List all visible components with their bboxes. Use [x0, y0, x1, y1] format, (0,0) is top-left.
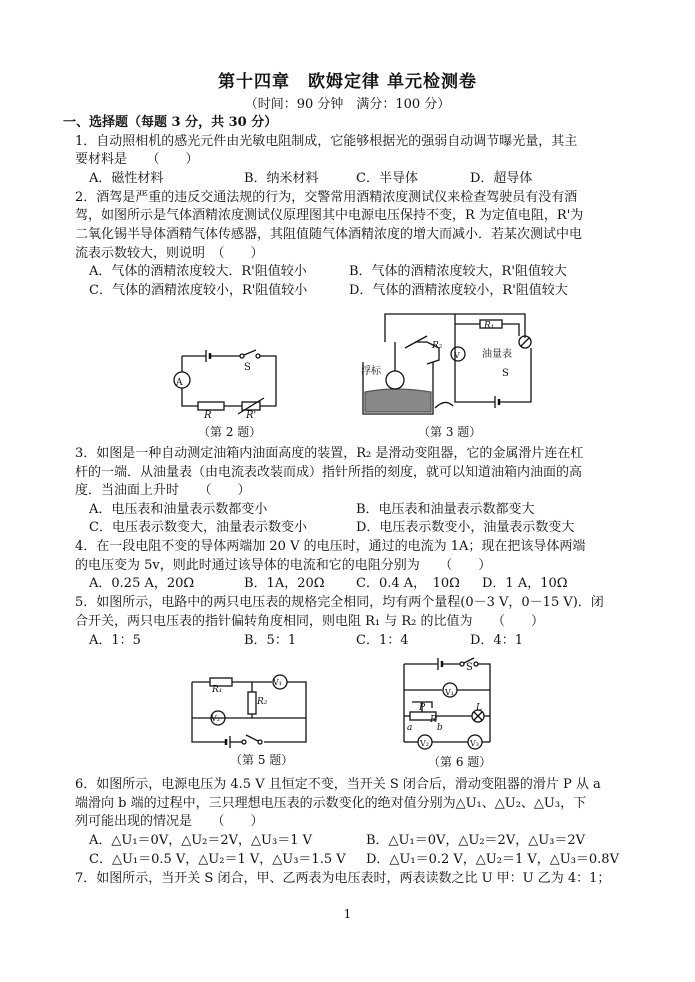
q6-option-c: C．△U₁＝0.5 V，△U₂＝1 V，△U₃＝1.5 V	[89, 852, 346, 867]
fig3-float-label: 浮标	[361, 366, 381, 377]
q4-option-b: B．1A，20Ω	[244, 576, 325, 591]
q5-option-c: C．1：4	[356, 633, 409, 648]
q6-line-3: 列可能出现的情况是 （ ）	[75, 814, 264, 829]
q1-line-2: 要材料是 （ ）	[75, 152, 199, 167]
q5-line-2: 合开关，两只电压表的指针偏转角度相同，则电阻 R₁ 与 R₂ 的比值为 （ ）	[75, 614, 545, 629]
q5-option-d: D．4：1	[470, 633, 523, 648]
q4-line-1: 4．在一段电阻不变的导体两端加 20 V 的电压时，通过的电流为 1A；现在把该导体两端	[75, 539, 586, 554]
q3-option-b: B．电压表和油量表示数都变大	[356, 502, 535, 517]
fig2-rheostat-label: R'	[246, 410, 257, 421]
fig5-r1-label: R₁	[212, 685, 223, 695]
fig6-caption: （第 6 题）	[428, 755, 492, 769]
q3-line-1: 3．如图是一种自动测定油箱内油面高度的装置，R₂ 是滑动变阻器，它的金属滑片连在杠	[75, 446, 584, 461]
q6-line-2: 端滑向 b 端的过程中，三只理想电压表的示数变化的绝对值分别为△U₁、△U₂、△U₃，下	[75, 796, 587, 811]
q1-option-b: B．纳米材料	[244, 171, 319, 186]
q3-line-2: 杆的一端．从油量表（由电流表改装而成）指针所指的刻度，就可以知道油箱内油面的高	[75, 465, 583, 480]
q5-option-b: B．5：1	[244, 633, 297, 648]
q2-line-1: 2．酒驾是严重的违反交通法规的行为，交警常用酒精浓度测试仪来检查驾驶员有没有酒	[75, 190, 578, 205]
fig3-r2-label: R₂	[432, 341, 443, 351]
fig3-r1-label: R₁	[484, 321, 495, 331]
fig6-a-label: a	[407, 723, 413, 733]
page-number: 1	[343, 907, 352, 921]
fig3-caption: （第 3 题）	[418, 425, 482, 439]
page-subtitle: （时间：90 分钟 满分：100 分）	[244, 97, 451, 112]
q1-option-c: C．半导体	[356, 171, 418, 186]
fig5-v2-label: V₂	[211, 714, 220, 723]
q2-line-3: 二氧化锡半导体酒精气体传感器，其阻值随气体酒精浓度的增大而减小．若某次测试中电	[75, 227, 583, 242]
fig3-voltmeter-label: V	[454, 351, 460, 360]
q4-option-d: D．1 A，10Ω	[482, 576, 568, 591]
q2-option-b: B．气体的酒精浓度较大，R'阻值较大	[349, 264, 567, 279]
fig6-v1-label: V₁	[445, 688, 454, 697]
q3-option-a: A．电压表和油量表示数都变小	[89, 502, 268, 517]
q4-option-c: C．0.4 A， 10Ω	[356, 576, 460, 591]
fig6-p-label: P	[419, 703, 426, 713]
q2-line-4: 流表示数较大，则说明 （ ）	[75, 246, 264, 261]
q3-option-c: C．电压表示数变大，油量表示数变小	[89, 520, 307, 535]
q6-line-1: 6．如图所示，电源电压为 4.5 V 且恒定不变，当开关 S 闭合后，滑动变阻器的滑片 P 从 a	[75, 777, 601, 792]
q3-line-3: 度．当油面上升时 （ ）	[75, 483, 251, 498]
page-title: 第十四章 欧姆定律 单元检测卷	[218, 72, 477, 92]
q2-line-2: 驾，如图所示是气体酒精浓度测试仪原理图其中电源电压保持不变，R 为定值电阻，R'为	[75, 208, 584, 223]
fig6-v3-label: V₃	[470, 739, 479, 748]
q4-option-a: A．0.25 A，20Ω	[89, 576, 195, 591]
figure-2-circuit	[168, 346, 278, 416]
fig3-meter-label: 油量表	[482, 349, 512, 360]
q1-line-1: 1．自动照相机的感光元件由光敏电阻制成，它能够根据光的强弱自动调节曝光量，其主	[75, 134, 578, 149]
q6-option-d: D．△U₁＝0.2 V，△U₂＝1 V，△U₃＝0.8V	[366, 852, 619, 867]
q2-option-c: C．气体的酒精浓度较小，R'阻值较小	[89, 283, 308, 298]
q2-option-d: D．气体的酒精浓度较小，R'阻值较大	[349, 283, 568, 298]
fig6-v2-label: V₂	[420, 739, 429, 748]
q3-option-d: D．电压表示数变小，油量表示数变大	[356, 520, 575, 535]
fig6-switch-label: S	[466, 662, 473, 673]
fig5-r2-label: R₂	[257, 697, 268, 707]
q6-option-a: A．△U₁＝0V，△U₂＝2V，△U₃＝1 V	[89, 833, 312, 848]
fig5-v1-label: V₁	[273, 678, 282, 687]
q7-line-1: 7．如图所示，当开关 S 闭合，甲、乙两表为电压表时，两表读数之比 U 甲：U 乙为 4：1；	[75, 871, 611, 886]
fig6-lamp-label: L	[476, 703, 482, 713]
fig3-switch-label: S	[502, 368, 509, 379]
q4-line-2: 的电压变为 5v，则此时通过该导体的电流和它的电阻分别为 （ ）	[75, 558, 492, 573]
q2-option-a: A．气体的酒精浓度较大．R'阻值较小	[89, 264, 307, 279]
fig6-b-label: b	[437, 723, 443, 733]
figure-5-circuit	[190, 672, 310, 744]
fig2-ammeter-label: A	[176, 378, 183, 388]
q5-option-a: A．1：5	[89, 633, 141, 648]
fig5-caption: （第 5 题）	[230, 753, 294, 767]
q5-line-1: 5．如图所示，电路中的两只电压表的规格完全相同，均有两个量程(0－3 V，0－15 V)．闭	[75, 595, 604, 610]
fig2-resistor-label: R	[204, 410, 212, 421]
fig2-caption: （第 2 题）	[198, 425, 262, 439]
q6-option-b: B．△U₁＝0V，△U₂＝2V，△U₃＝2V	[366, 833, 586, 848]
q1-option-a: A．磁性材料	[89, 171, 164, 186]
section-heading: 一、选择题（每题 3 分，共 30 分）	[63, 115, 278, 130]
figure-6-circuit	[398, 656, 498, 752]
fig2-switch-label: S	[244, 362, 251, 373]
q1-option-d: D．超导体	[470, 171, 533, 186]
fig6-r-label: R	[430, 715, 437, 725]
